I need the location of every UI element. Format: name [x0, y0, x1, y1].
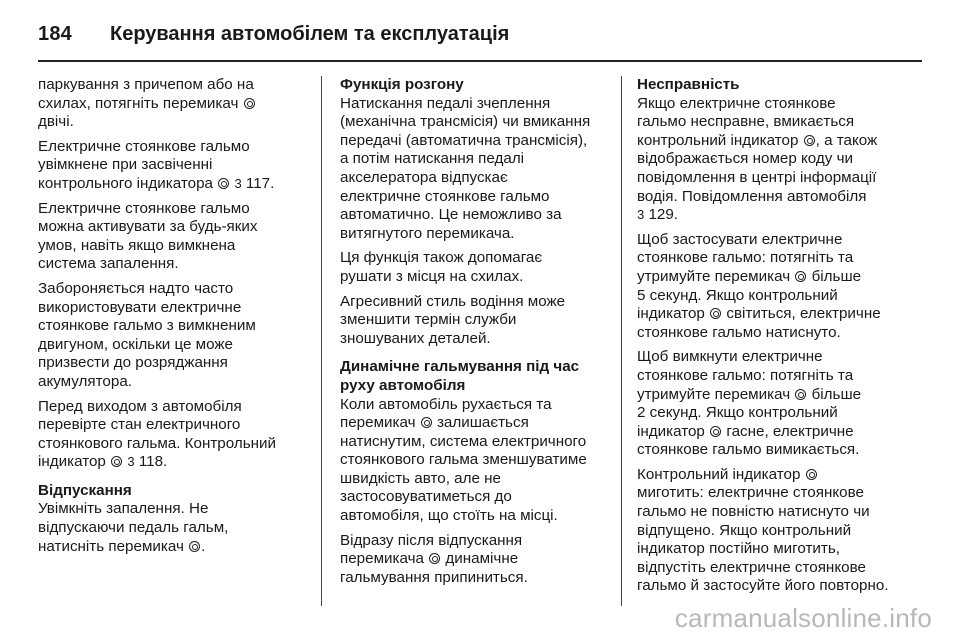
page-header: [38, 14, 509, 54]
section-heading-fault: Несправність: [637, 76, 740, 93]
paragraph: Перед виходом з автомобіля перевірте стан електричного стоянкового гальма. Контрольний індикатор 3 118.: [38, 397, 276, 471]
parking-brake-icon: [710, 308, 721, 319]
section-heading-dynamic-braking: Динамічне гальмування під час руху автомобіля: [340, 358, 580, 394]
parking-brake-icon: [429, 553, 440, 564]
parking-brake-icon: [795, 271, 806, 282]
paragraph: Електричне стоянкове гальмо можна активувати за будь-яких умов, навіть якщо вимкнена система запалення.: [38, 199, 258, 273]
section-heading-release: Відпускання: [38, 481, 132, 499]
page-ref-arrow-icon: 3: [637, 207, 645, 223]
paragraph: Відразу після відпускання перемикача динамічне гальмування припиниться.: [340, 531, 528, 586]
paragraph: Натискання педалі зчеплення (механічна трансмісія) чи вмикання передачі (автоматична трансмісія), а потім натискання педалі акселератора відпускає електричне стоянкове гальмо автоматично. Це неможливо за витягнутого перемикача.: [340, 94, 591, 242]
paragraph: Щоб застосувати електричне стоянкове гальмо: потягніть та утримуйте перемикач більше 5 секунд. Якщо контрольний індикатор світиться, електричне стоянкове гальмо натиснуто.: [637, 230, 881, 341]
watermark: carmanualsonline.info: [674, 603, 932, 633]
column-1: [38, 76, 306, 562]
paragraph: Агресивний стиль водіння може зменшити термін служби зношуваних деталей.: [340, 292, 566, 347]
parking-brake-icon: [244, 98, 255, 109]
parking-brake-icon: [421, 417, 432, 428]
parking-brake-icon: [795, 389, 806, 400]
header-rule: [38, 60, 922, 62]
parking-brake-icon: [806, 469, 817, 480]
parking-brake-icon: [189, 541, 200, 552]
page-ref-arrow-icon: 3: [127, 454, 135, 470]
paragraph: Електричне стоянкове гальмо увімкнене при засвіченні контрольного індикатора 3 117.: [38, 137, 275, 192]
column-3: [637, 76, 905, 602]
paragraph: Контрольний індикатор миготить: електричне стоянкове гальмо не повністю натиснуто чи відпущено. Якщо контрольний індикатор постійно миготить, відпустіть електричне стоянкове гальмо й застосуйте його повторно.: [637, 465, 889, 595]
paragraph: Увімкніть запалення. Не відпускаючи педаль гальм, натисніть перемикач .: [38, 500, 229, 555]
page-ref-arrow-icon: 3: [234, 175, 242, 191]
parking-brake-icon: [111, 456, 122, 467]
column-2: [340, 76, 606, 593]
section-heading-drive-away: Функція розгону: [340, 76, 464, 93]
column-divider: [621, 76, 622, 606]
paragraph: паркування з причепом або на схилах, потягніть перемикач двічі.: [38, 76, 254, 131]
paragraph: Ця функція також допомагає рушати з місця на схилах.: [340, 249, 543, 285]
column-divider: [321, 76, 322, 606]
paragraph: Щоб вимкнути електричне стоянкове гальмо: потягніть та утримуйте перемикач більше 2 секунд. Якщо контрольний індикатор гасне, електричне стоянкове гальмо вимикається.: [637, 348, 862, 459]
parking-brake-icon: [710, 426, 721, 437]
page-number: 184: [38, 22, 72, 45]
paragraph: Якщо електричне стоянкове гальмо несправне, вмикається контрольний індикатор , а також відображається номер коду чи повідомлення в центрі інформації водія. Повідомлення автомобіля 3 129.: [637, 94, 878, 224]
paragraph: Забороняється надто часто використовувати електричне стоянкове гальмо з вимкненим двигуном, оскільки це може призвести до розряджання акумулятора.: [38, 279, 256, 390]
paragraph: Коли автомобіль рухається та перемикач залишається натиснутим, система електричного стоянкового гальма зменшуватиме швидкість авто, але не застосовуватиметься до автомобіля, що стоїть на місці.: [340, 395, 587, 525]
page-title: Керування автомобілем та експлуатація: [109, 22, 510, 45]
parking-brake-icon: [218, 178, 229, 189]
brake-fault-icon: [804, 135, 815, 146]
